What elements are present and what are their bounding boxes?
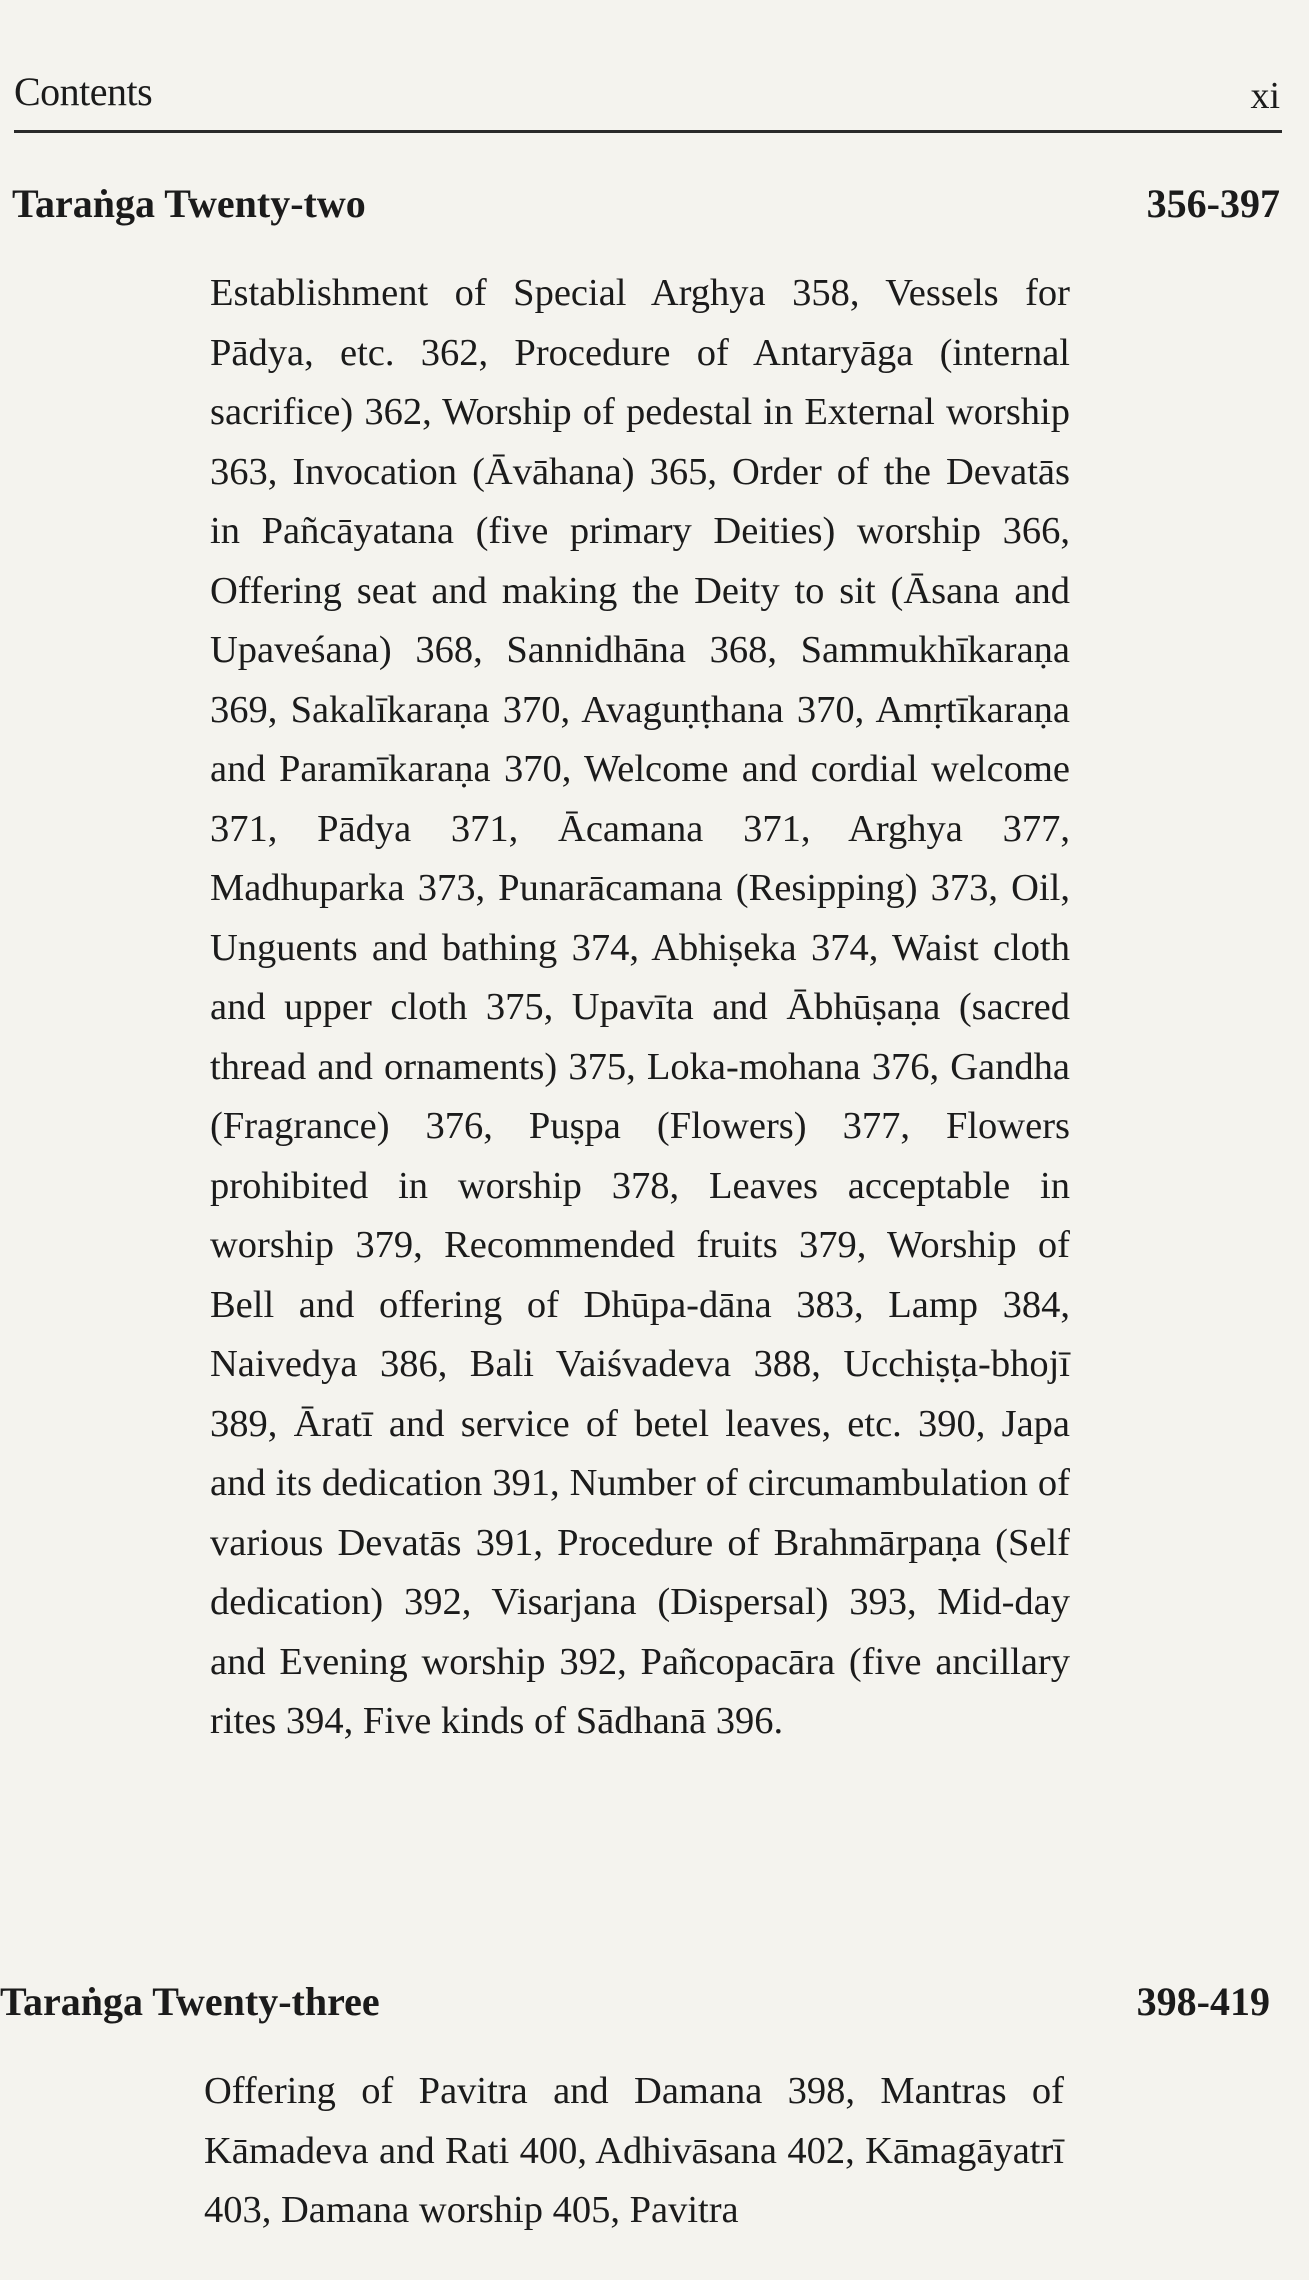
section-title: Taraṅga Twenty-two [12,181,366,226]
section-heading-twenty-two [12,180,1282,228]
page-range: 356-397 [1146,181,1280,226]
page-range: 398-419 [1136,1979,1270,2024]
section-title: Taraṅga Twenty-three [0,1979,380,2024]
page-title: Contents [14,69,153,114]
running-head [14,66,1282,133]
page-number: xi [1250,75,1280,117]
entries-text: Offering of Pavitra and Damana 398, Mantras of Kāmadeva and Rati 400, Adhivāsana 402, Kāmagāyatrī 403, Damana worship 405, Pavitra [204,2070,1064,2231]
section-entries-twenty-three [204,2062,1064,2241]
entries-text: Establishment of Special Arghya 358, Vessels for Pādya, etc. 362, Procedure of Antaryāga (internal sacrifice) 362, Worship of pedestal in External worship 363, Invocation (Āvāhana) 365, Order of the Devatās in Pañcāyatana (five primary Deities) worship 366, Offering seat and making the Deity to sit (Āsana and Upaveśana) 368, Sannidhāna 368, Sammukhīkaraṇa 369, Sakalīkaraṇa 370, Avaguṇṭhana 370, Amṛtīkaraṇa and Paramīkaraṇa 370, Welcome and cordial welcome 371, Pādya 371, Ācamana 371, Arghya 377, Madhuparka 373, Punarācamana (Resipping) 373, Oil, Unguents and bathing 374, Abhiṣeka 374, Waist cloth and upper cloth 375, Upavīta and Ābhūṣaṇa (sacred thread and ornaments) 375, Loka-mohana 376, Gandha (Fragrance) 376, Puṣpa (Flowers) 377, Flowers prohibited in worship 378, Leaves acceptable in worship 379, Recommended fruits 379, Worship of Bell and offering of Dhūpa-dāna 383, Lamp 384, Naivedya 386, Bali Vaiśvadeva 388, Ucchiṣṭa-bhojī 389, Āratī and service of betel leaves, etc. 390, Japa and its dedication 391, Number of circumambulation of various Devatās 391, Procedure of Brahmārpaṇa (Self dedication) 392, Visarjana (Dispersal) 393, Mid-day and Evening worship 392, Pañcopacāra (five ancillary rites 394, Five kinds of Sādhanā 396. [210,272,1070,1742]
section-entries-twenty-two [210,264,1070,1752]
section-heading-twenty-three [0,1978,1282,2026]
